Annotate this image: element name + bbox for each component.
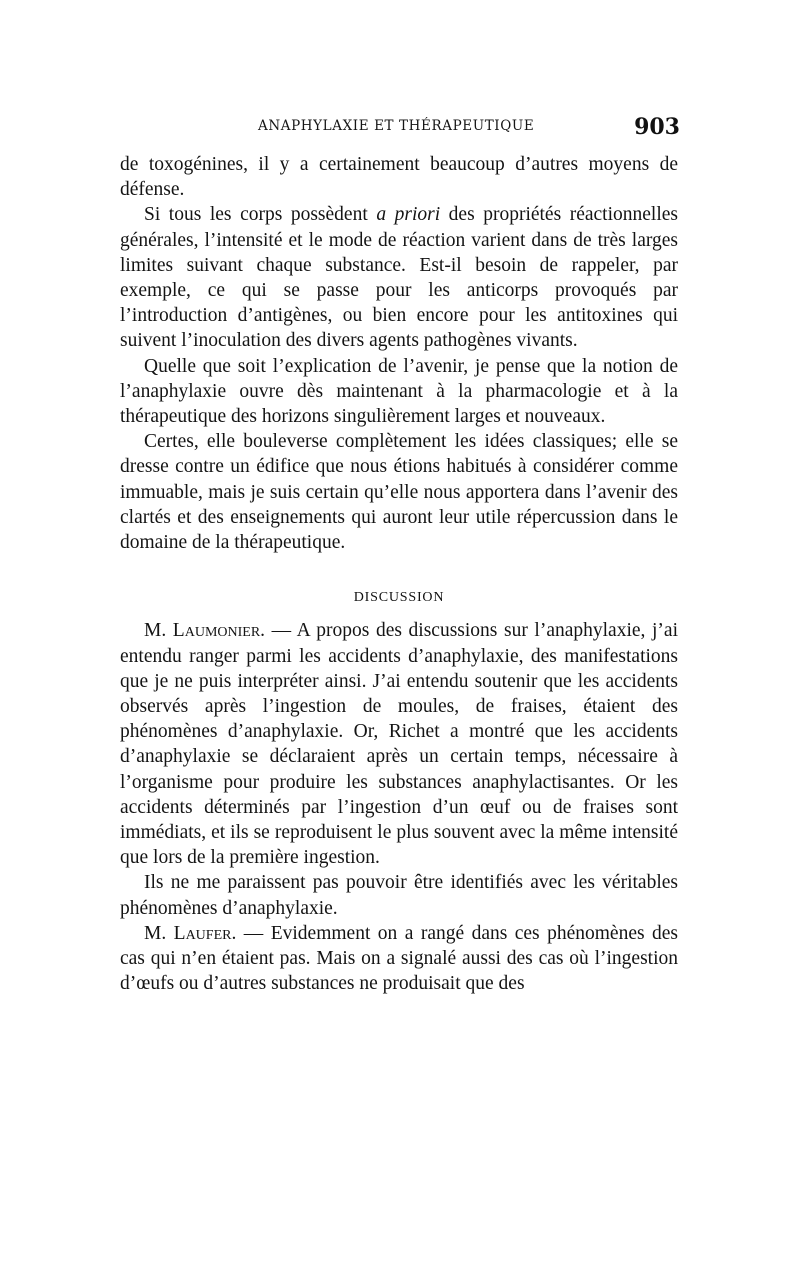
paragraph-text: — A propos des discussions sur l’anaphylaxie, j’ai entendu ranger parmi les accidents d’anaphylaxie, des manifestations que je ne puis interpréter ainsi. J’ai entendu soutenir que les accidents observés après l’ingestion de moules, de fraises, étaient des phénomènes d’anaphylaxie. Or, Richet a montré que les accidents d’anaphylaxie se déclaraient après un certain temps, nécessaire à l’organisme pour produire les substances anaphylactisantes. Or les accidents déterminés par l’ingestion d’un œuf ou de fraises sont immédiats, et ils se reproduisent le plus souvent avec la même intensité que lors de la première ingestion. — [120, 620, 678, 869]
paragraph-laufer — [120, 921, 678, 997]
italic-phrase: a priori — [376, 204, 441, 226]
speaker-name: M. Laufer. — [144, 922, 237, 944]
paragraph-a-priori — [120, 202, 678, 353]
paragraph-text: Quelle que soit l’explication de l’avenir, je pense que la notion de l’anaphylaxie ouvre dès maintenant à la pharmacologie et à la thérapeutique des horizons singulièrement larges et nouveaux. — [120, 355, 678, 428]
paragraph-certes — [120, 429, 678, 555]
page-number: 903 — [634, 114, 680, 140]
speaker-name: M. Laumonier. — [144, 620, 266, 642]
paragraph-text: Ils ne me paraissent pas pouvoir être identifiés avec les véritables phénomènes d’anaphylaxie. — [120, 872, 678, 919]
paragraph-text: — Evidemment on a rangé dans ces phénomènes des cas qui n’en étaient pas. Mais on a signalé aussi des cas où l’ingestion d’œufs ou d’autres substances ne produisait que des — [120, 922, 678, 995]
paragraph-laumonier — [120, 618, 678, 870]
paragraph-text: de toxogénines, il y a certainement beaucoup d’autres moyens de défense. — [120, 154, 678, 201]
paragraph-identifies — [120, 870, 678, 920]
section-heading: DISCUSSION — [353, 590, 445, 606]
running-head — [120, 114, 680, 144]
body-text — [120, 152, 678, 997]
paragraph-text: des propriétés réactionnelles générales, l’intensité et le mode de réaction varient dans de très larges limites suivant chaque substance. Est-il besoin de rappeler, par exemple, ce qui se passe pour les anticorps provoqués par l’introduction d’antigènes, ou bien encore pour les antitoxines qui suivent l’inoculation des divers agents pathogènes vivants. — [120, 204, 679, 352]
paragraph-continuation — [120, 152, 678, 202]
running-title: ANAPHYLAXIE ET THÉRAPEUTIQUE — [258, 118, 535, 134]
paragraph-explication — [120, 354, 678, 430]
section-spacer — [120, 555, 678, 583]
paragraph-text: Certes, elle bouleverse complètement les idées classiques; elle se dresse contre un édifice que nous étions habitués à considérer comme immuable, mais je suis certain qu’elle nous apportera dans l’avenir des clartés et des enseignements qui auront leur utile répercussion dans le domaine de la thérapeutique. — [120, 431, 678, 554]
paragraph-text: Si tous les corps possèdent — [144, 204, 377, 226]
